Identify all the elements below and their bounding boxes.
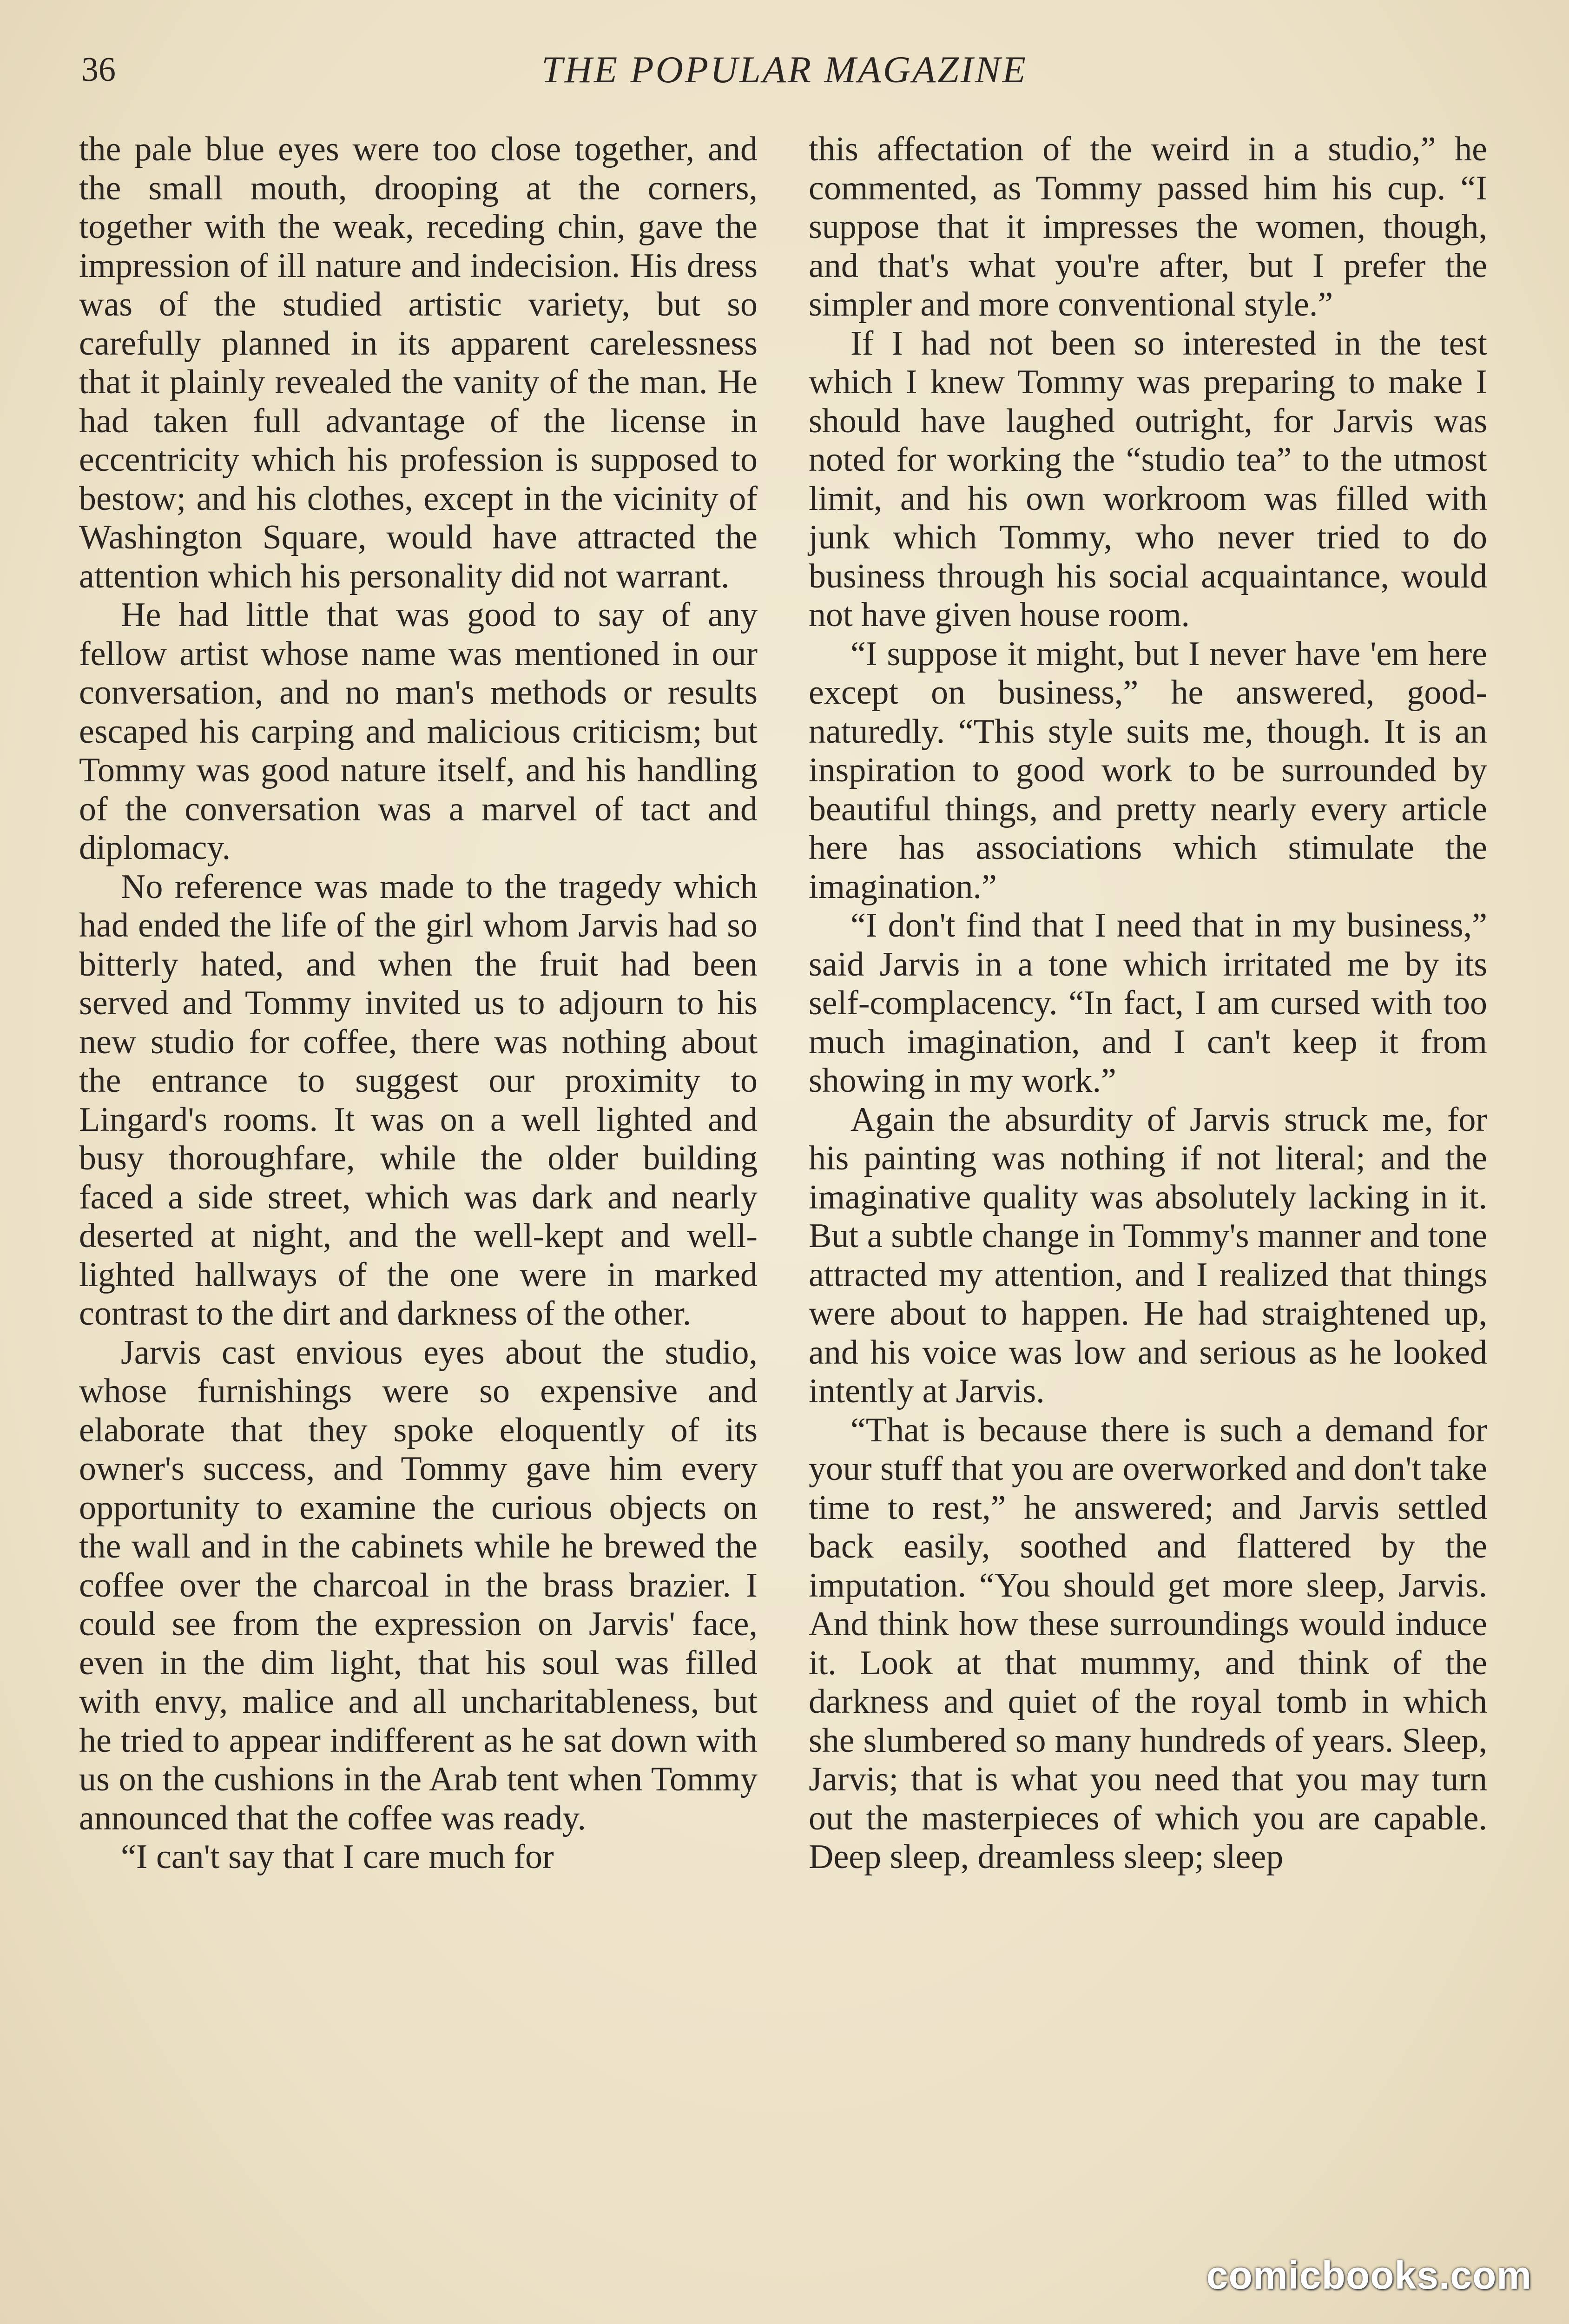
paragraph: “I don't find that I need that in my business,” said Jarvis in a tone which irritated me by its self-complacency. “In fact, I am cursed with too much imagination, and I can't keep it from showing in my work.” <box>809 906 1487 1100</box>
page-header <box>81 44 1488 95</box>
page-number: 36 <box>81 51 116 89</box>
paragraph: He had little that was good to say of any fellow artist whose name was mentioned in our conversation, and no man's methods or results escaped his carping and malicious criticism; but Tommy was good nature itself, and his handling of the conversation was a marvel of tact and diplomacy. <box>79 596 758 867</box>
paragraph: No reference was made to the tragedy which had ended the life of the girl whom Jarvis had so bitterly hated, and when the fruit had been served and Tommy invited us to adjourn to his new studio for coffee, there was nothing about the entrance to suggest our proximity to Lingard's rooms. It was on a well lighted and busy thoroughfare, while the older building faced a side street, which was dark and nearly deserted at night, and the well-kept and well-lighted hallways of the one were in marked contrast to the dirt and darkness of the other. <box>79 867 758 1333</box>
paragraph: the pale blue eyes were too close together, and the small mouth, drooping at the corners, together with the weak, receding chin, gave the impression of ill nature and indecision. His dress was of the studied artistic variety, but so carefully planned in its apparent carelessness that it plainly revealed the vanity of the man. He had taken full advantage of the license in eccentricity which his profession is supposed to bestow; and his clothes, except in the vicinity of Washington Square, would have attracted the attention which his personality did not warrant. <box>79 130 758 595</box>
paragraph: “That is because there is such a demand for your stuff that you are overworked and don't take time to rest,” he answered; and Jarvis settled back easily, soothed and flattered by the imputation. “You should get more sleep, Jarvis. And think how these surroundings would induce it. Look at that mummy, and think of the darkness and quiet of the royal tomb in which she slumbered so many hundreds of years. Sleep, Jarvis; that is what you need that you may turn out the masterpieces of which you are capable. Deep sleep, dreamless sleep; sleep <box>809 1411 1487 1876</box>
paragraph: If I had not been so interested in the test which I knew Tommy was preparing to make I should have laughed outright, for Jarvis was noted for working the “studio tea” to the utmost limit, and his own workroom was filled with junk which Tommy, who never tried to do business through his social acquaintance, would not have given house room. <box>809 324 1487 634</box>
paragraph: “I can't say that I care much for <box>121 1838 554 1876</box>
paragraph: Again the absurdity of Jarvis struck me, for his painting was nothing if not literal; and the imaginative quality was absolutely lacking in it. But a subtle change in Tommy's manner and tone attracted my attention, and I realized that things were about to happen. He had straightened up, and his voice was low and serious as he looked intently at Jarvis. <box>809 1100 1487 1410</box>
right-column <box>809 130 1487 1877</box>
magazine-title: THE POPULAR MAGAZINE <box>541 48 1028 91</box>
paragraph: “I suppose it might, but I never have 'em here except on business,” he answered, good-naturedly. “This style suits me, though. It is an inspiration to good work to be surrounded by beautiful things, and pretty nearly every article here has associations which stimulate the imagination.” <box>809 634 1487 906</box>
paragraph: Jarvis cast envious eyes about the studio, whose furnishings were so expensive and elaborate that they spoke eloquently of its owner's success, and Tommy gave him every opportunity to examine the curious objects on the wall and in the cabinets while he brewed the coffee over the charcoal in the brass brazier. I could see from the expression on Jarvis' face, even in the dim light, that his soul was filled with envy, malice and all uncharitableness, but he tried to appear indifferent as he sat down with us on the cushions in the Arab tent when Tommy announced that the coffee was ready. <box>79 1333 758 1837</box>
paragraph: this affectation of the weird in a studio,” he commented, as Tommy passed him his cup. “I suppose that it impresses the women, though, and that's what you're after, but I prefer the simpler and more conventional style.” <box>809 130 1487 324</box>
watermark-logo: comicbooks.com <box>1206 2253 1532 2297</box>
left-column <box>79 130 758 1877</box>
